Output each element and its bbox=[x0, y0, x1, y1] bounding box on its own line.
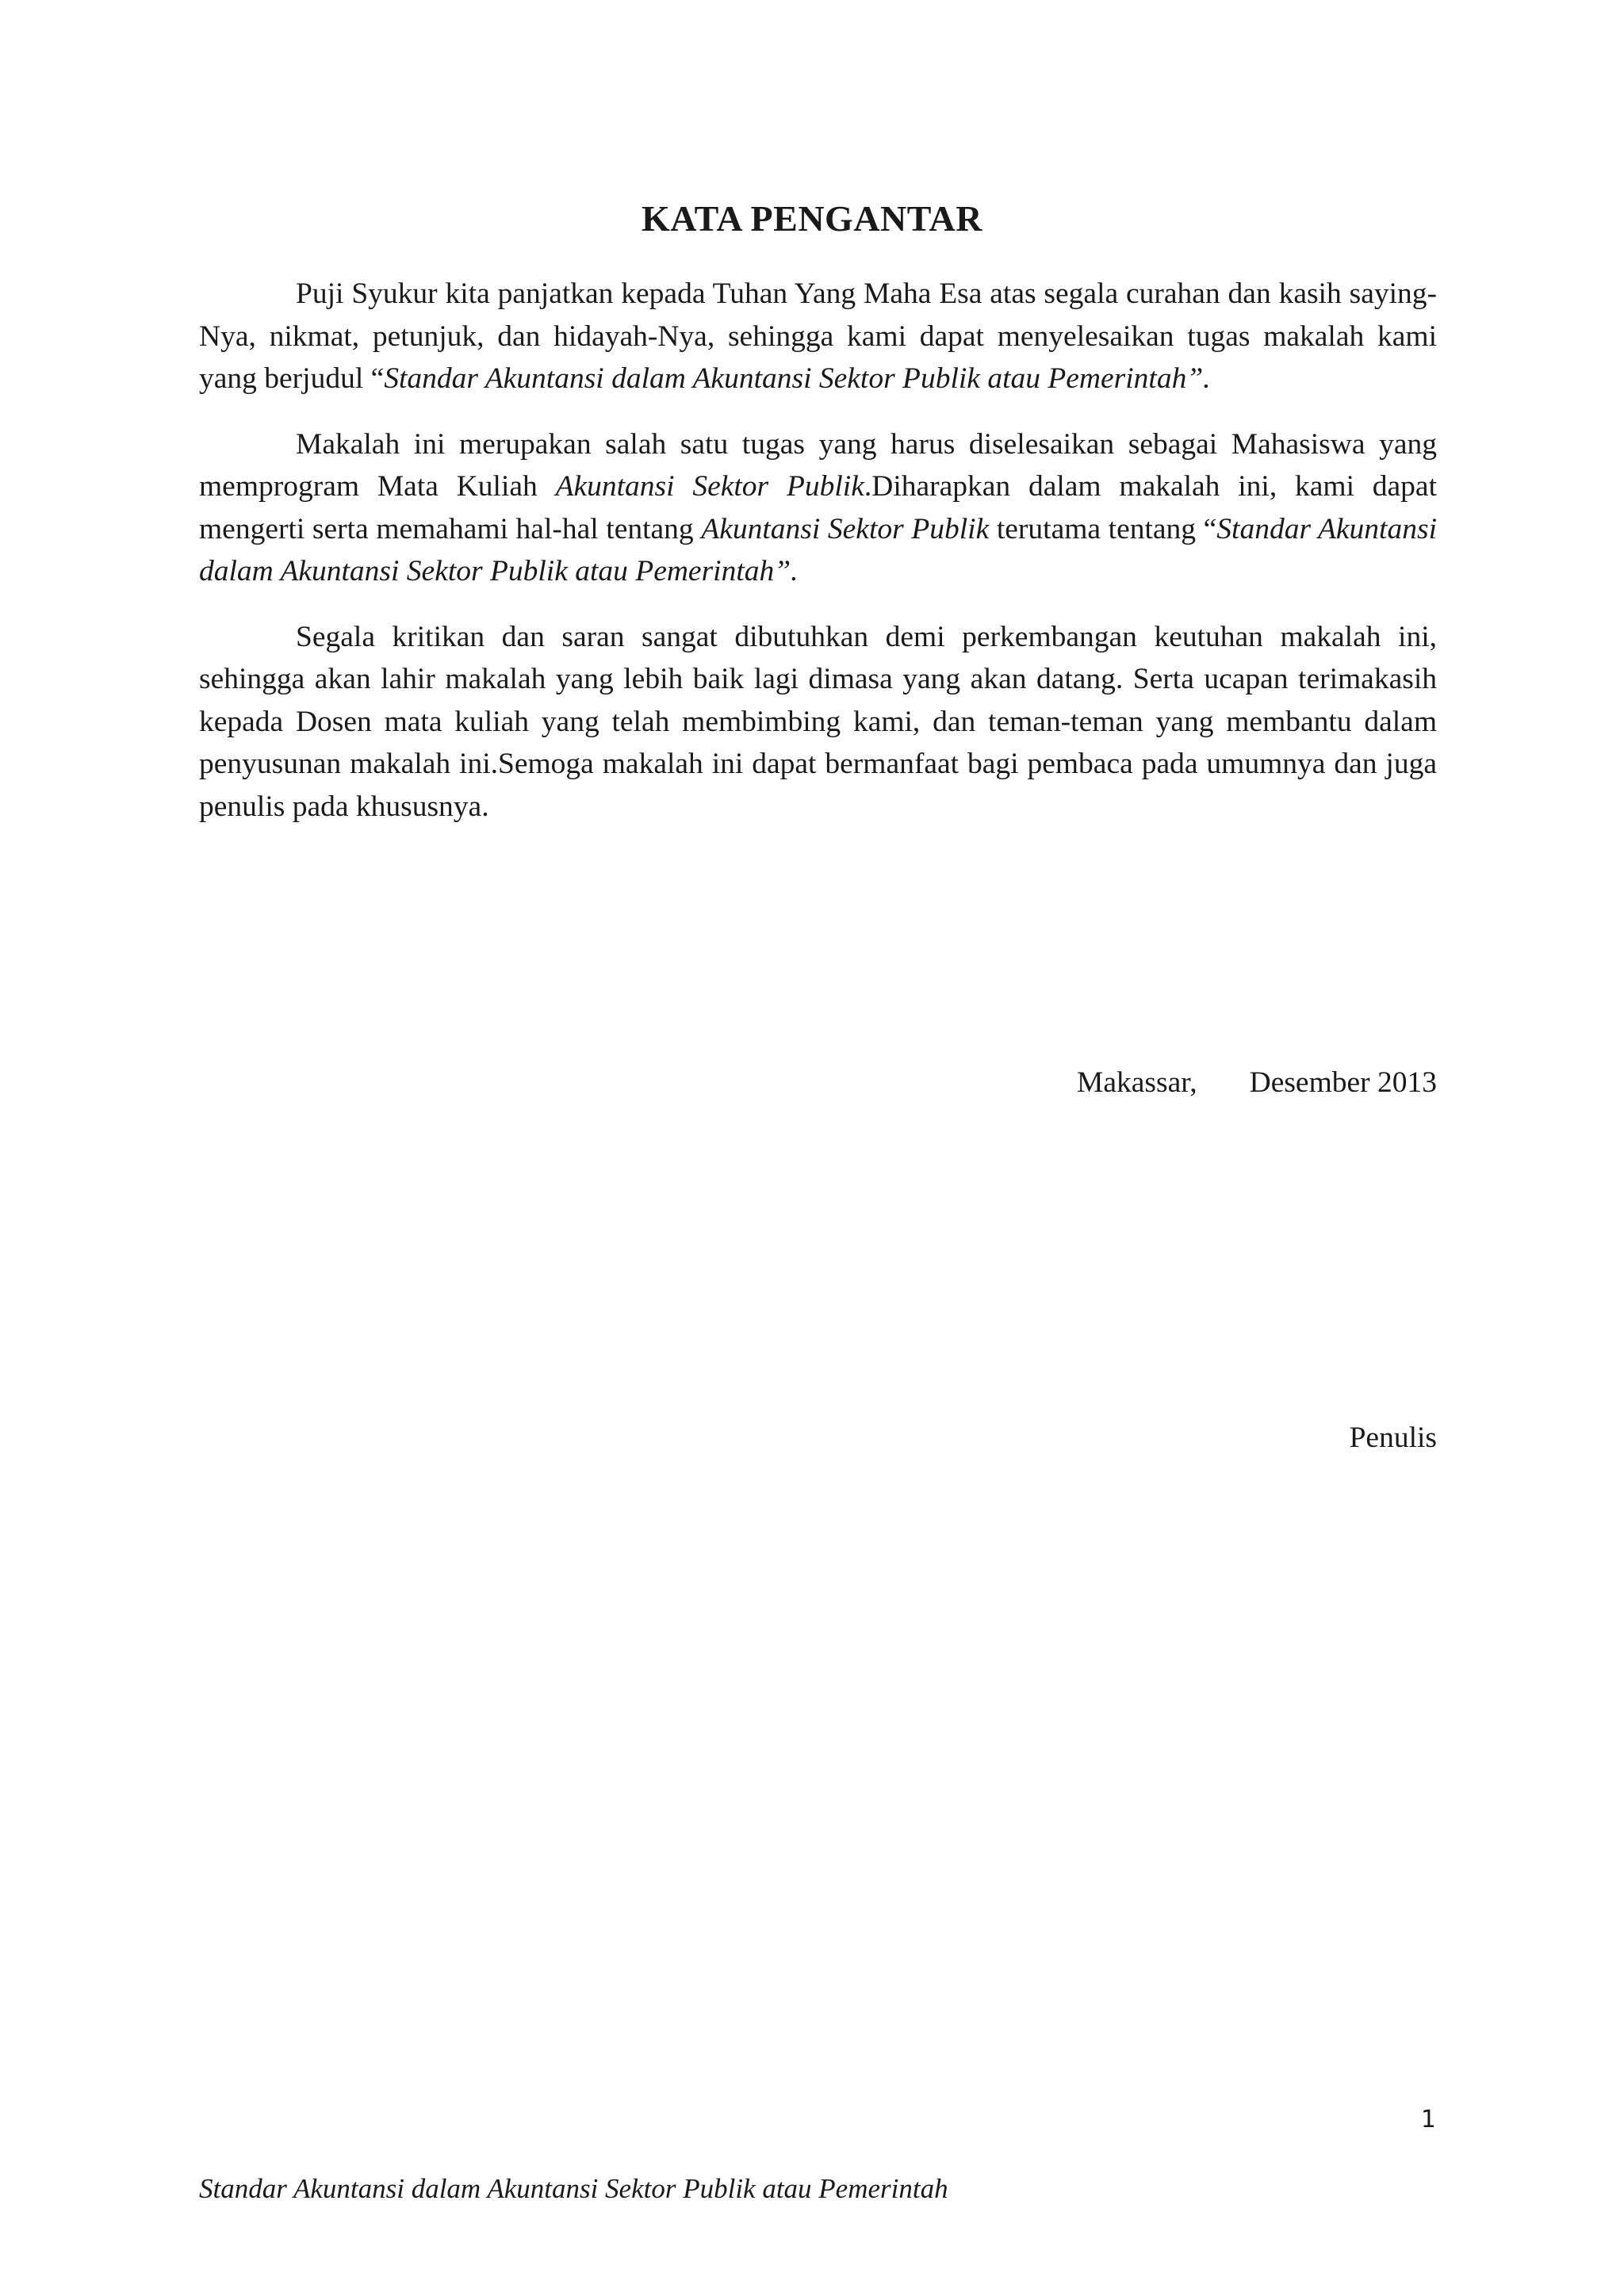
page-title: KATA PENGANTAR bbox=[642, 198, 982, 239]
paragraph-2-text-3: terutama tentang “ bbox=[989, 512, 1217, 545]
body-text bbox=[199, 273, 1437, 851]
page-number: 1 bbox=[1420, 2106, 1436, 2133]
paragraph-3 bbox=[199, 616, 1437, 828]
paragraph-1-text-1: Puji Syukur kita panjatkan kepada Tuhan Yang Maha Esa atas segala curahan dan kasih saying-Nya, nikmat, petunjuk, dan hidayah-Nya, sehingga kami dapat menyelesaikan tugas makalah kami yang berjudul “ bbox=[199, 277, 1437, 395]
paragraph-2-course-italic-1: Akuntansi Sektor Publik bbox=[555, 470, 864, 503]
paragraph-1-title-italic: Standar Akuntansi dalam Akuntansi Sektor Publik atau Pemerintah”. bbox=[384, 362, 1211, 395]
paragraph-3-text-1: Segala kritikan dan saran sangat dibutuhkan demi perkembangan keutuhan makalah ini, sehingga akan lahir makalah yang lebih baik lagi dimasa yang akan datang. Serta ucapan terimakasih kepada Dosen mata kuliah yang telah membimbing kami, dan teman-teman yang membantu dalam penyusunan makalah ini.Semoga makalah ini dapat bermanfaat bagi pembaca pada umumnya dan juga penulis pada khususnya. bbox=[199, 620, 1437, 823]
paragraph-2-text-2: .Diharapkan dalam makalah ini, kami dapat mengerti serta memahami hal-hal tentang bbox=[199, 470, 1437, 545]
place-date bbox=[1077, 1062, 1437, 1104]
paragraph-2-title-italic: Standar Akuntansi dalam Akuntansi Sektor Publik atau Pemerintah”. bbox=[199, 512, 1437, 587]
paragraph-2 bbox=[199, 423, 1437, 593]
paragraph-1 bbox=[199, 273, 1437, 400]
paragraph-2-course-italic-2: Akuntansi Sektor Publik bbox=[701, 512, 990, 545]
date: Desember 2013 bbox=[1249, 1066, 1437, 1099]
footer-title: Standar Akuntansi dalam Akuntansi Sektor Publik atau Pemerintah bbox=[199, 2173, 948, 2204]
place: Makassar, bbox=[1077, 1066, 1197, 1099]
signer: Penulis bbox=[1349, 1422, 1437, 1454]
paragraph-2-text-1: Makalah ini merupakan salah satu tugas yang harus diselesaikan sebagai Mahasiswa yang memprogram Mata Kuliah bbox=[199, 427, 1437, 503]
